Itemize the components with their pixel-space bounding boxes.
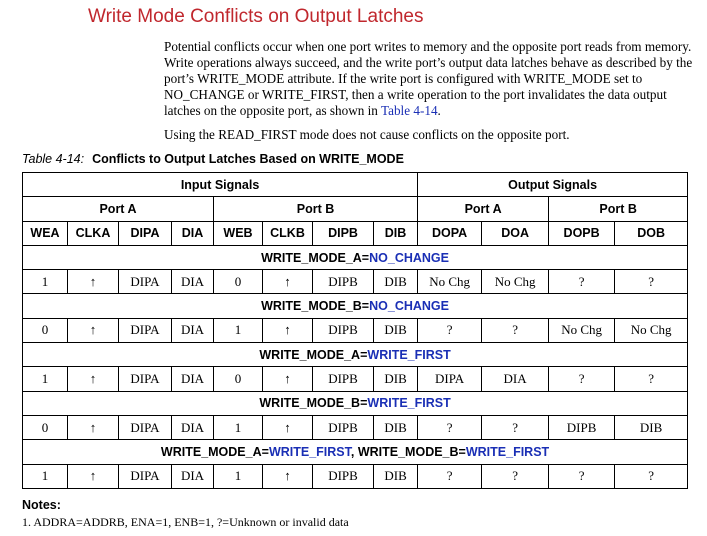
column-header: WEA [23,221,68,245]
mode-prefix: WRITE_MODE_A= [259,347,368,362]
paragraph-end: . [437,103,441,118]
table-cell: DIB [374,270,418,294]
table-number: Table 4-14: [22,152,85,166]
clock-rising-icon: ↑ [68,270,119,294]
mode-value: NO_CHANGE [369,299,449,314]
column-header: DIPA [119,221,172,245]
table-row [23,318,688,342]
table-row [23,270,688,294]
column-header: DOPA [418,221,482,245]
paragraph-text: Potential conflicts occur when one port writes to memory and the opposite port reads from memory. Write operations always succeed, and the write port’s output data latches behave as described by the port’s WRITE_MODE attribute. If the write port is configured with WRITE_MODE set to NO_CHANGE or WRITE_FIRST, then a write operation to the port invalidates the data output latches on the opposite port, as shown in [164,39,693,118]
table-cell: 1 [214,415,263,439]
mode-prefix: WRITE_MODE_A= [160,444,269,459]
mode-middle: , WRITE_MODE_B= [350,444,466,459]
table-cell: DIA [172,367,214,391]
column-header: DOB [615,221,688,245]
input-port-a-header: Port A [23,197,214,221]
table-cell: DIPA [119,367,172,391]
column-header: DOPB [549,221,615,245]
output-port-a-header: Port A [418,197,549,221]
table-cell: DIB [374,367,418,391]
mode-header [23,245,688,269]
clock-rising-icon: ↑ [263,464,313,488]
clock-rising-icon: ↑ [68,318,119,342]
table-cell: ? [549,367,615,391]
table-cell: DIPB [549,415,615,439]
table-cell: ? [482,318,549,342]
column-header: DIPB [313,221,374,245]
mode-header [23,294,688,318]
table-cell: DIA [482,367,549,391]
table-cell: DIPB [313,270,374,294]
clock-rising-icon: ↑ [68,464,119,488]
table-row [23,464,688,488]
column-header: CLKB [263,221,313,245]
table-cell: ? [615,270,688,294]
table-cell: 0 [214,367,263,391]
table-cell: ? [615,464,688,488]
output-signals-header: Output Signals [418,173,688,197]
table-cell: No Chg [482,270,549,294]
table-cell: 1 [23,464,68,488]
clock-rising-icon: ↑ [263,270,313,294]
table-cell: DIB [374,415,418,439]
table-caption [22,152,404,166]
mode-header [23,343,688,367]
table-cell: ? [418,464,482,488]
column-header: DIB [374,221,418,245]
table-cell: ? [418,415,482,439]
table-title: Conflicts to Output Latches Based on WRITE_MODE [92,152,404,166]
table-cell: 1 [214,318,263,342]
clock-rising-icon: ↑ [68,415,119,439]
table-link[interactable]: Table 4-14 [380,103,438,118]
mode-value: NO_CHANGE [369,250,449,265]
table-cell: DIB [615,415,688,439]
column-header: DIA [172,221,214,245]
table-cell: 1 [23,270,68,294]
clock-rising-icon: ↑ [68,367,119,391]
mode-header [23,440,688,464]
paragraph-read-first: Using the READ_FIRST mode does not cause conflicts on the opposite port. [164,127,570,142]
table-cell: 0 [214,270,263,294]
mode-value: WRITE_FIRST [268,444,351,459]
table-cell: 0 [23,415,68,439]
column-header: WEB [214,221,263,245]
table-cell: DIPB [313,367,374,391]
table-cell: No Chg [418,270,482,294]
table-cell: DIPA [119,464,172,488]
table-row [23,415,688,439]
table-cell: DIPA [119,415,172,439]
mode-value-2: WRITE_FIRST [465,444,550,459]
table-cell: DIB [374,464,418,488]
mode-value: WRITE_FIRST [367,396,451,411]
table-cell: DIA [172,270,214,294]
section-heading: Write Mode Conflicts on Output Latches [88,6,424,27]
table-cell: DIB [374,318,418,342]
table-cell: No Chg [549,318,615,342]
table-cell: DIA [172,415,214,439]
table-cell: ? [482,415,549,439]
table-cell: ? [549,270,615,294]
table-cell: ? [549,464,615,488]
mode-header [23,391,688,415]
input-signals-header: Input Signals [23,173,418,197]
clock-rising-icon: ↑ [263,318,313,342]
clock-rising-icon: ↑ [263,415,313,439]
note-item: 1. ADDRA=ADDRB, ENA=1, ENB=1, ?=Unknown or invalid data [22,515,349,529]
conflicts-table [22,172,688,489]
notes-label: Notes: [22,498,61,512]
column-header: CLKA [68,221,119,245]
input-port-b-header: Port B [214,197,418,221]
table-cell: DIA [172,318,214,342]
mode-prefix: WRITE_MODE_B= [259,396,368,411]
column-header: DOA [482,221,549,245]
mode-prefix: WRITE_MODE_B= [261,299,370,314]
table-cell: DIA [172,464,214,488]
column-header-row [23,221,688,245]
table-cell: DIPB [313,415,374,439]
paragraph-conflicts [164,39,694,119]
table-cell: DIPA [418,367,482,391]
table-cell: DIPB [313,318,374,342]
table-cell: DIPA [119,318,172,342]
mode-prefix: WRITE_MODE_A= [261,250,370,265]
output-port-b-header: Port B [549,197,688,221]
table-row [23,367,688,391]
clock-rising-icon: ↑ [263,367,313,391]
table-cell: No Chg [615,318,688,342]
table-cell: ? [482,464,549,488]
table-cell: 0 [23,318,68,342]
table-cell: ? [615,367,688,391]
table-cell: DIPA [119,270,172,294]
mode-value: WRITE_FIRST [367,347,451,362]
table-cell: 1 [23,367,68,391]
table-cell: 1 [214,464,263,488]
table-cell: ? [418,318,482,342]
table-cell: DIPB [313,464,374,488]
